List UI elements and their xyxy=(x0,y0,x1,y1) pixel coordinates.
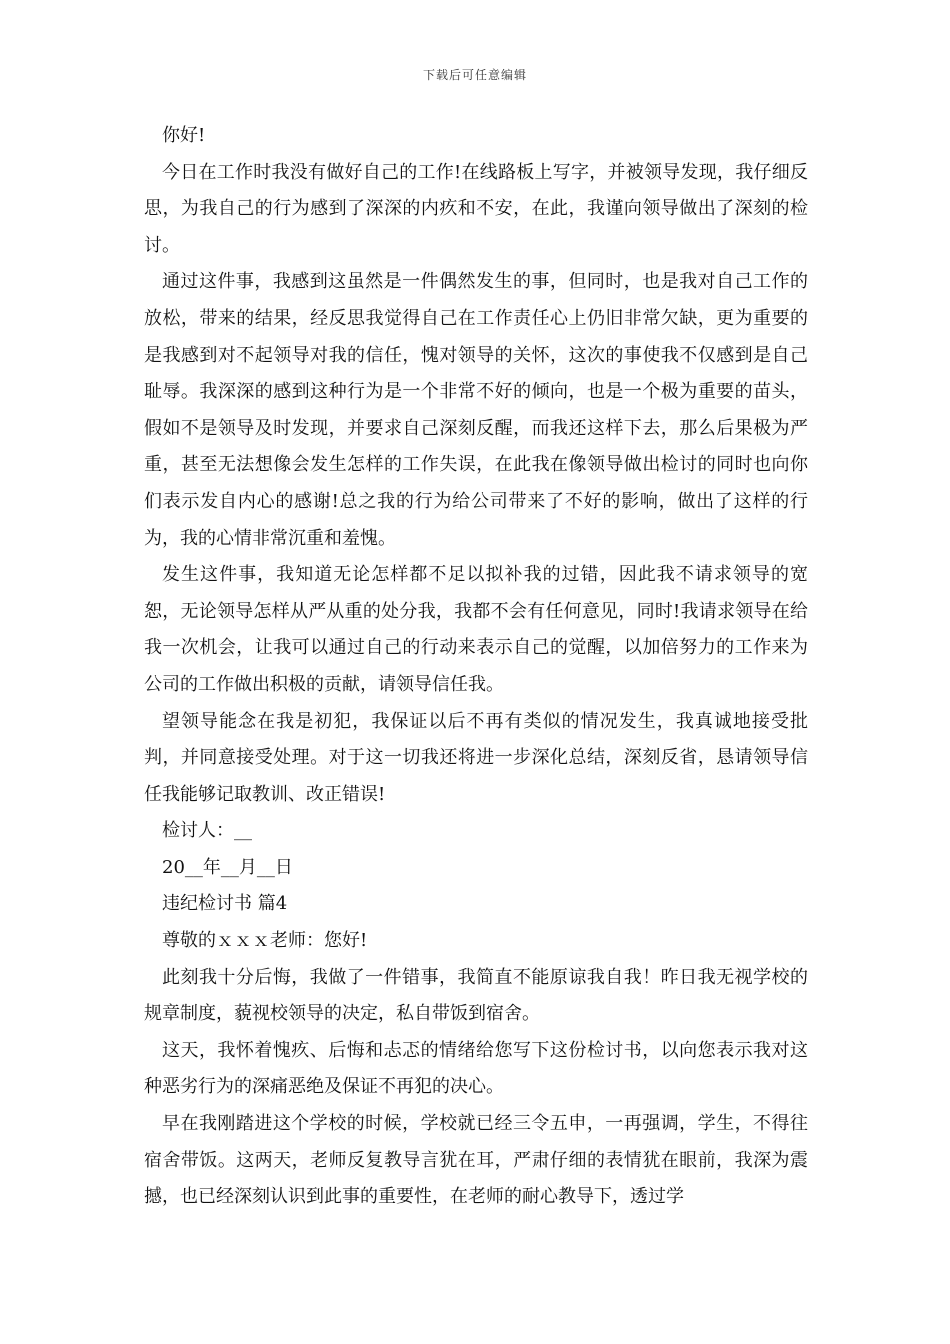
greeting-paragraph: 你好! xyxy=(162,125,206,146)
body-paragraph: 发生这件事，我知道无论怎样都不足以拟补我的过错，因此我不请求领导的宽恕，无论领导怎样从严从重的处分我，我都不会有任何意见，同时!我请求领导在给我一次机会，让我可以通过自己的行动来表示自己的觉醒，以加倍努力的工作来为公司的工作做出积极的贡献，请领导信任我。 xyxy=(144,564,808,695)
body-paragraph: 今日在工作时我没有做好自己的工作!在线路板上写字，并被领导发现，我仔细反思，为我自己的行为感到了深深的内疚和不安，在此，我谨向领导做出了深刻的检讨。 xyxy=(144,161,808,256)
body-paragraph: 望领导能念在我是初犯，我保证以后不再有类似的情况发生，我真诚地接受批判，并同意接受处理。对于这一切我还将进一步深化总结，深刻反省，恳请领导信任我能够记取教训、改正错误! xyxy=(144,710,808,805)
body-paragraph: 早在我刚踏进这个学校的时候，学校就已经三令五申，一再强调，学生，不得往宿舍带饭。这两天，老师反复教导言犹在耳，严肃仔细的表情犹在眼前，我深为震撼，也已经深刻认识到此事的重要性，在老师的耐心教导下，透过学 xyxy=(144,1113,808,1208)
signature-line: 检讨人：__ xyxy=(162,820,252,842)
document-body xyxy=(144,118,808,1216)
body-paragraph: 这天，我怀着愧疚、后悔和忐忑的情绪给您写下这份检讨书，以向您表示我对这种恶劣行为的深痛恶绝及保证不再犯的决心。 xyxy=(144,1039,808,1098)
page-header: 下载后可任意编辑 xyxy=(422,68,527,82)
body-paragraph: 通过这件事，我感到这虽然是一件偶然发生的事，但同时，也是我对自己工作的放松，带来的结果，经反思我觉得自己在工作责任心上仍旧非常欠缺，更为重要的是我感到对不起领导对我的信任，愧对领导的关怀，这次的事使我不仅感到是自己耻辱。我深深的感到这种行为是一个非常不好的倾向，也是一个极为重要的苗头，假如不是领导及时发现，并要求自己深刻反醒，而我还这样下去，那么后果极为严重，甚至无法想像会发生怎样的工作失误，在此我在像领导做出检讨的同时也向你们表示发自内心的感谢!总之我的行为给公司带来了不好的影响，做出了这样的行为，我的心情非常沉重和羞愧。 xyxy=(144,271,808,549)
date-line: 20__年__月__日 xyxy=(162,856,293,878)
salutation: 尊敬的ｘｘｘ老师：您好! xyxy=(162,930,368,952)
body-paragraph: 此刻我十分后悔，我做了一件错事，我简直不能原谅我自我！昨日我无视学校的规章制度，藐视校领导的决定，私自带饭到宿舍。 xyxy=(144,966,808,1025)
section-title: 违纪检讨书 篇4 xyxy=(162,893,288,915)
